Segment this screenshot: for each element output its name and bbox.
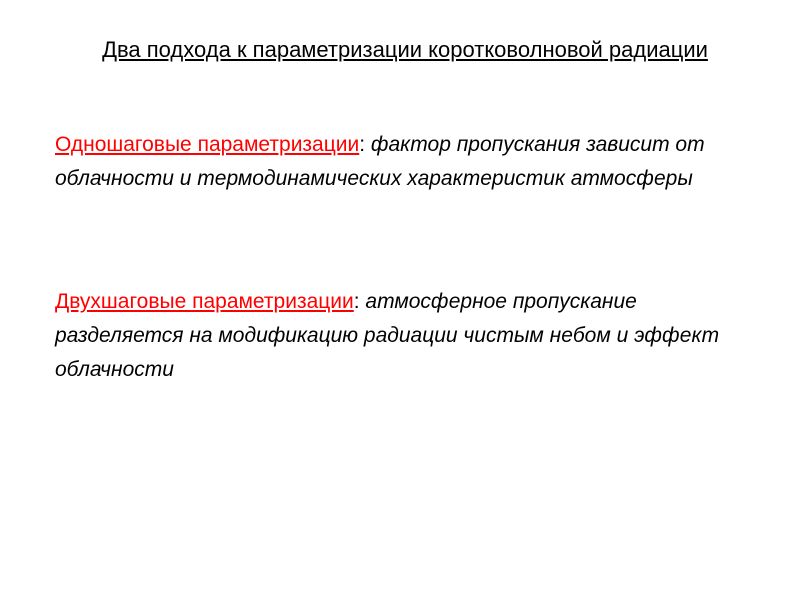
section-one-step — [55, 128, 755, 196]
section-description: фактор пропускания зависит от облачности и термодинамических характеристик атмосферы — [55, 133, 705, 190]
section-term: Одношаговые параметризации — [55, 133, 360, 156]
section-two-step — [55, 285, 755, 387]
section-separator: : — [353, 290, 366, 313]
slide-title: Два подхода к параметризации коротковолновой радиации — [102, 37, 708, 62]
section-term: Двухшаговые параметризации — [55, 290, 354, 313]
section-separator: : — [359, 133, 371, 156]
section-description: атмосферное пропускание разделяется на модификацию радиации чистым небом и эффект облачности — [55, 290, 720, 381]
